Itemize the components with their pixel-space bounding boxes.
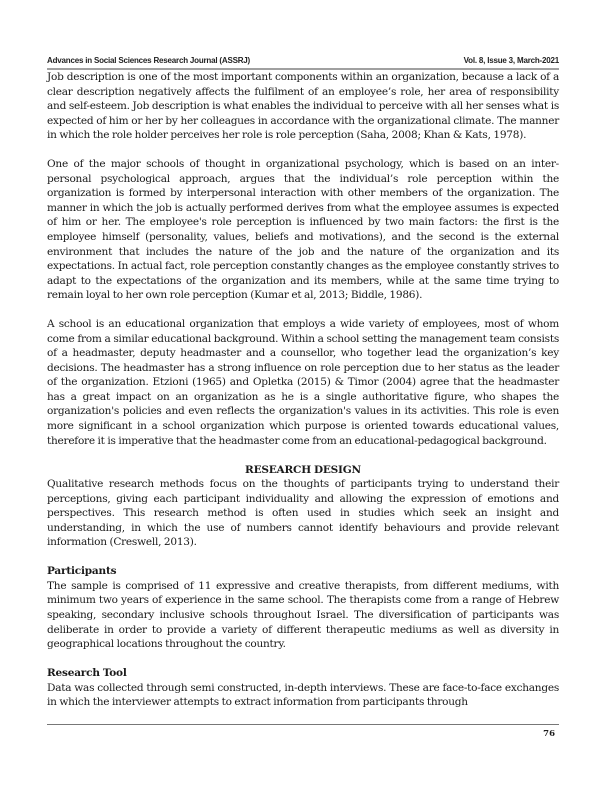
running-header [47, 55, 559, 70]
paragraph-participants: The sample is comprised of 11 expressive and creative therapists, from different mediums, with minimum two years of experience in the same school. The therapists come from a range of Hebrew speaking, secondary inclusive schools throughout Israel. The diversification of participants was deliberate in order to provide a variety of different therapeutic mediums as well as diversity in geographical locations throughout the country. [47, 579, 559, 651]
page-number: 76 [543, 729, 555, 739]
footer-divider [47, 724, 559, 725]
subhead-research-tool: Research Tool [47, 667, 127, 680]
journal-name: Advances in Social Sciences Research Journal (ASSRJ) [47, 56, 251, 65]
paragraph-school-organization: A school is an educational organization that employs a wide variety of employees, most of whom come from a similar educational background. Within a school setting the management team consists of a headmaster, deputy headmaster and a counsellor, who together lead the organization’s key decisions. The headmaster has a strong influence on role perception due to her status as the leader of the organization. Etzioni (1965) and Opletka (2015) & Timor (2004) agree that the headmaster has a great impact on an organization as he is a single authoritative figure, who shapes the organization's policies and even reflects the organization's values in its activities. This role is even more significant in a school organization which purpose is oriented towards educational values, therefore it is imperative that the headmaster come from an educational-pedagogical background. [47, 318, 559, 447]
paragraph-research-design: Qualitative research methods focus on the thoughts of participants trying to understand their perceptions, giving each participant individuality and allowing the expression of emotions and perspectives. This research method is often used in studies which seek an insight and understanding, in which the use of numbers cannot identify behaviours and provide relevant information (Creswell, 2013). [47, 478, 559, 549]
page-content [47, 55, 559, 710]
subhead-participants: Participants [47, 565, 117, 578]
paragraph-job-description: Job description is one of the most important components within an organization, because a lack of a clear description negatively affects the fulfilment of an employee’s role, her area of responsibility and self-esteem. Job description is what enables the individual to perceive with all her senses what is expected of him or her by her colleagues in accordance with the organizational climate. The manner in which the role holder perceives her role is role perception (Saha, 2008; Khan & Kats, 1978). [47, 71, 559, 142]
section-title-research-design: RESEARCH DESIGN [245, 463, 361, 476]
article-body [47, 70, 559, 710]
paragraph-research-tool: Data was collected through semi constructed, in-depth interviews. These are face-to-face exchanges in which the interviewer attempts to extract information from participants through [47, 681, 559, 709]
issue-info: Vol. 8, Issue 3, March-2021 [463, 56, 559, 65]
paragraph-role-perception: One of the major schools of thought in organizational psychology, which is based on an inter-personal psychological approach, argues that the individual’s role perception within the organization is formed by interpersonal interaction with other members of the organization. The manner in which the job is actually performed derives from what the employee assumes is expected of him or her. The employee's role perception is influenced by two main factors: the first is the employee himself (personality, values, beliefs and motivations), and the second is the external environment that includes the nature of the job and the nature of the organization and its expectations. In actual fact, role perception constantly changes as the employee constantly strives to adapt to the expectations of the organization and its members, while at the same time trying to remain loyal to her own role perception (Kumar et al, 2013; Biddle, 1986). [47, 158, 559, 302]
